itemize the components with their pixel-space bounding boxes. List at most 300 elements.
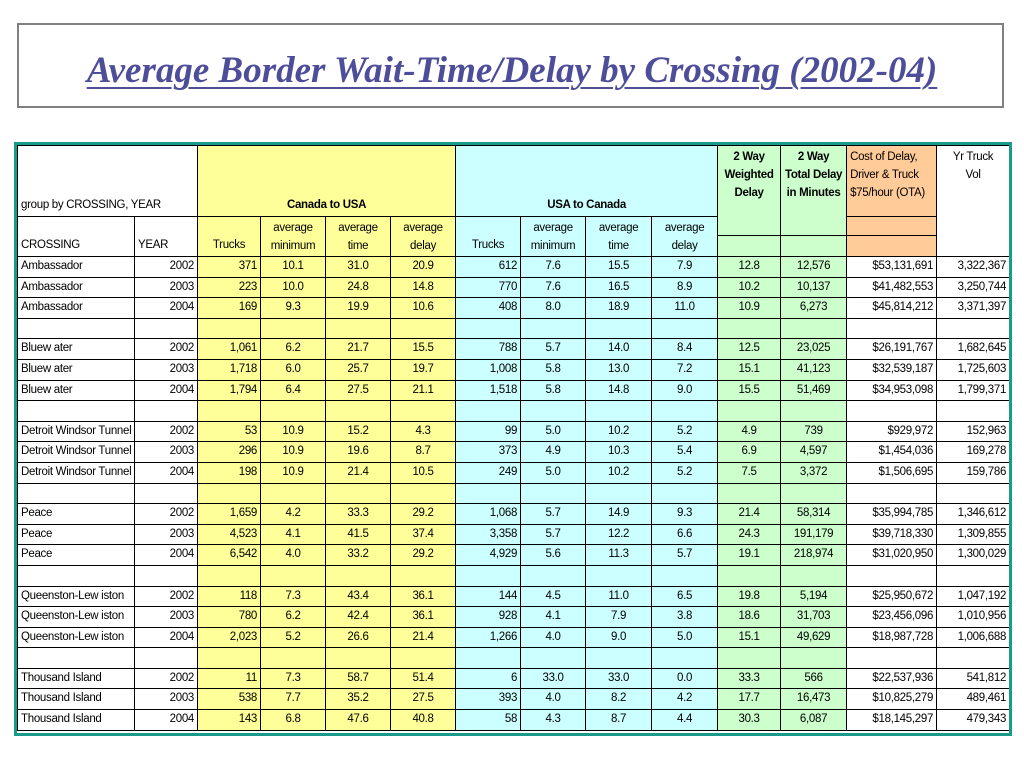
spacer-cell: [18, 401, 135, 422]
two-way-total-cell: 6,273: [781, 298, 847, 319]
canada-trucks-cell: 538: [198, 689, 261, 710]
yr-truck-vol-cell: 1,006,688: [937, 627, 1010, 648]
canada-avg-minimum-cell: 10.9: [261, 462, 326, 483]
two-way-total-header-line: in Minutes: [786, 187, 841, 199]
yr-truck-vol-cell: 1,346,612: [937, 504, 1010, 525]
crossing-cell: Queenston-Lew iston: [18, 586, 135, 607]
spacer-cell: [135, 648, 198, 669]
usa-trucks-cell: 1,266: [456, 627, 521, 648]
cost-of-delay-cell: $25,950,672: [847, 586, 937, 607]
two-way-total-cell: 3,372: [781, 462, 847, 483]
canada-avg-delay-cell: 20.9: [391, 257, 456, 278]
usa-trucks-cell: 144: [456, 586, 521, 607]
usa-trucks-cell: 99: [456, 421, 521, 442]
canada-avg-minimum-cell: 10.9: [261, 442, 326, 463]
two-way-weighted-cell: 12.5: [718, 339, 781, 360]
year-cell: 2002: [135, 421, 198, 442]
two-way-weighted-header-line: 2 Way: [733, 151, 765, 163]
spacer-cell: [198, 648, 261, 669]
canada-avg-delay-cell: 10.5: [391, 462, 456, 483]
border-delay-table: [17, 145, 1010, 731]
usa-avg-time-header: [586, 217, 652, 257]
table-row: [18, 668, 1010, 689]
two-way-weighted-cell: 6.9: [718, 442, 781, 463]
spacer-cell: [652, 565, 718, 586]
usa-avg-time-cell: 15.5: [586, 257, 652, 278]
table-row: [18, 545, 1010, 566]
table-row: [18, 524, 1010, 545]
spacer-cell: [456, 401, 521, 422]
year-cell: 2003: [135, 689, 198, 710]
header-row-sub: [18, 217, 1010, 236]
group-spacer-row: [18, 565, 1010, 586]
crossing-cell: Peace: [18, 545, 135, 566]
spacer-cell: [391, 318, 456, 339]
canada-avg-delay-cell: 21.4: [391, 627, 456, 648]
two-way-weighted-cell: 21.4: [718, 504, 781, 525]
table-row: [18, 504, 1010, 525]
cost-of-delay-cell: $53,131,691: [847, 257, 937, 278]
canada-avg-minimum-cell: 7.7: [261, 689, 326, 710]
usa-avg-time-header-line: time: [608, 240, 629, 252]
usa-avg-minimum-cell: 5.0: [521, 421, 586, 442]
two-way-weighted-cell: 10.9: [718, 298, 781, 319]
two-way-weighted-cell: 15.1: [718, 627, 781, 648]
two-way-total-cell: 16,473: [781, 689, 847, 710]
usa-trucks-cell: 1,068: [456, 504, 521, 525]
cost-of-delay-cell: $18,987,728: [847, 627, 937, 648]
spacer-cell: [261, 318, 326, 339]
spacer-cell: [521, 318, 586, 339]
spacer-cell: [521, 565, 586, 586]
usa-avg-time-cell: 9.0: [586, 627, 652, 648]
usa-avg-delay-cell: 5.0: [652, 627, 718, 648]
canada-avg-minimum-cell: 4.1: [261, 524, 326, 545]
canada-avg-time-cell: 26.6: [326, 627, 391, 648]
cost-header-blank: [847, 217, 937, 236]
spacer-cell: [521, 648, 586, 669]
two-way-total-cell: 218,974: [781, 545, 847, 566]
usa-trucks-cell: 1,518: [456, 380, 521, 401]
two-way-weighted-cell: 19.8: [718, 586, 781, 607]
usa-avg-minimum-cell: 4.1: [521, 607, 586, 628]
canada-avg-time-cell: 27.5: [326, 380, 391, 401]
yr-truck-vol-cell: 1,300,029: [937, 545, 1010, 566]
crossing-cell: Detroit Windsor Tunnel: [18, 462, 135, 483]
canada-avg-delay-cell: 37.4: [391, 524, 456, 545]
cost-of-delay-cell: $32,539,187: [847, 359, 937, 380]
two-way-weighted-cell: 12.8: [718, 257, 781, 278]
cost-of-delay-cell: $45,814,212: [847, 298, 937, 319]
canada-avg-time-cell: 33.2: [326, 545, 391, 566]
spacer-cell: [781, 401, 847, 422]
year-cell: 2003: [135, 442, 198, 463]
spacer-cell: [135, 401, 198, 422]
canada-avg-minimum-cell: 6.8: [261, 710, 326, 731]
usa-avg-minimum-cell: 5.8: [521, 359, 586, 380]
spacer-cell: [391, 565, 456, 586]
spacer-cell: [261, 483, 326, 504]
spacer-cell: [847, 565, 937, 586]
group-spacer-row: [18, 483, 1010, 504]
cost-of-delay-cell: $26,191,767: [847, 339, 937, 360]
table-row: [18, 442, 1010, 463]
spacer-cell: [781, 648, 847, 669]
two-way-weighted-cell: 4.9: [718, 421, 781, 442]
cost-header-blank-2: [847, 236, 937, 257]
two-way-total-cell: 49,629: [781, 627, 847, 648]
two-way-total-cell: 58,314: [781, 504, 847, 525]
usa-avg-minimum-header: [521, 217, 586, 257]
two-way-total-header-line: 2 Way: [797, 151, 830, 163]
crossing-cell: Bluew ater: [18, 339, 135, 360]
yr-truck-vol-header-line: Yr Truck: [952, 151, 994, 163]
two-way-total-cell: 31,703: [781, 607, 847, 628]
two-way-total-cell: 739: [781, 421, 847, 442]
two-way-weighted-header-line: Delay: [734, 187, 764, 199]
usa-avg-delay-cell: 8.4: [652, 339, 718, 360]
canada-avg-minimum-cell: 10.9: [261, 421, 326, 442]
two-way-weighted-cell: 10.2: [718, 277, 781, 298]
usa-avg-time-header-line: average: [598, 222, 639, 234]
spacer-cell: [847, 401, 937, 422]
group-spacer-row: [18, 318, 1010, 339]
crossing-cell: Thousand Island: [18, 710, 135, 731]
spacer-cell: [326, 565, 391, 586]
cost-of-delay-cell: $31,020,950: [847, 545, 937, 566]
spacer-cell: [652, 318, 718, 339]
year-cell: 2002: [135, 257, 198, 278]
yr-truck-vol-cell: 169,278: [937, 442, 1010, 463]
spacer-cell: [781, 565, 847, 586]
crossing-cell: Ambassador: [18, 277, 135, 298]
crossing-header: CROSSING: [18, 217, 135, 257]
year-cell: 2004: [135, 627, 198, 648]
cost-of-delay-cell: $1,454,036: [847, 442, 937, 463]
canada-avg-delay-cell: 4.3: [391, 421, 456, 442]
usa-avg-time-cell: 14.9: [586, 504, 652, 525]
year-cell: 2002: [135, 504, 198, 525]
usa-avg-time-cell: 14.0: [586, 339, 652, 360]
table-row: [18, 359, 1010, 380]
yr-truck-vol-header-line: Vol: [965, 169, 981, 181]
yr-truck-vol-cell: 489,461: [937, 689, 1010, 710]
canada-avg-minimum-header: [261, 217, 326, 257]
canada-avg-time-cell: 19.6: [326, 442, 391, 463]
canada-avg-time-header-line: time: [347, 240, 369, 252]
canada-avg-delay-cell: 8.7: [391, 442, 456, 463]
spacer-cell: [18, 483, 135, 504]
spacer-cell: [135, 565, 198, 586]
cost-of-delay-cell: $41,482,553: [847, 277, 937, 298]
usa-avg-minimum-cell: 4.5: [521, 586, 586, 607]
canada-trucks-cell: 2,023: [198, 627, 261, 648]
spacer-cell: [521, 401, 586, 422]
canada-avg-minimum-cell: 6.2: [261, 339, 326, 360]
spacer-cell: [456, 318, 521, 339]
usa-avg-delay-cell: 4.2: [652, 689, 718, 710]
usa-avg-delay-cell: 5.2: [652, 462, 718, 483]
usa-to-canada-header: USA to Canada: [456, 146, 718, 217]
usa-avg-minimum-cell: 5.7: [521, 524, 586, 545]
yr-truck-vol-header: [937, 146, 1010, 257]
usa-avg-minimum-cell: 33.0: [521, 668, 586, 689]
canada-avg-minimum-cell: 4.0: [261, 545, 326, 566]
year-cell: 2003: [135, 359, 198, 380]
yr-truck-vol-cell: 3,250,744: [937, 277, 1010, 298]
canada-trucks-cell: 53: [198, 421, 261, 442]
usa-avg-time-cell: 14.8: [586, 380, 652, 401]
group-spacer-row: [18, 648, 1010, 669]
spacer-cell: [718, 565, 781, 586]
two-way-weighted-cell: 24.3: [718, 524, 781, 545]
canada-avg-delay-cell: 14.8: [391, 277, 456, 298]
two-way-weighted-cell: 19.1: [718, 545, 781, 566]
usa-avg-minimum-cell: 8.0: [521, 298, 586, 319]
canada-avg-time-header: [326, 217, 391, 257]
canada-avg-minimum-cell: 4.2: [261, 504, 326, 525]
table-row: [18, 380, 1010, 401]
canada-trucks-cell: 1,794: [198, 380, 261, 401]
usa-trucks-cell: 1,008: [456, 359, 521, 380]
usa-avg-delay-cell: 9.3: [652, 504, 718, 525]
usa-avg-time-cell: 33.0: [586, 668, 652, 689]
year-cell: 2003: [135, 607, 198, 628]
spacer-cell: [847, 648, 937, 669]
usa-avg-delay-cell: 7.2: [652, 359, 718, 380]
table-row: [18, 607, 1010, 628]
spacer-cell: [652, 483, 718, 504]
cost-of-delay-header-line: Driver & Truck: [850, 169, 919, 181]
canada-avg-time-header-line: average: [338, 222, 378, 234]
usa-avg-delay-cell: 6.6: [652, 524, 718, 545]
usa-avg-delay-cell: 5.4: [652, 442, 718, 463]
canada-avg-minimum-cell: 9.3: [261, 298, 326, 319]
canada-avg-minimum-cell: 5.2: [261, 627, 326, 648]
spacer-cell: [261, 401, 326, 422]
crossing-cell: Thousand Island: [18, 668, 135, 689]
usa-avg-minimum-cell: 4.9: [521, 442, 586, 463]
crossing-cell: Thousand Island: [18, 689, 135, 710]
table-row: [18, 627, 1010, 648]
two-way-weighted-cell: 7.5: [718, 462, 781, 483]
usa-trucks-cell: 4,929: [456, 545, 521, 566]
year-cell: 2002: [135, 668, 198, 689]
usa-avg-time-cell: 18.9: [586, 298, 652, 319]
spacer-cell: [718, 483, 781, 504]
canada-avg-delay-cell: 36.1: [391, 607, 456, 628]
spacer-cell: [326, 401, 391, 422]
cost-of-delay-cell: $39,718,330: [847, 524, 937, 545]
spacer-cell: [718, 401, 781, 422]
canada-avg-delay-cell: 29.2: [391, 504, 456, 525]
canada-trucks-cell: 371: [198, 257, 261, 278]
two-way-weighted-cell: 30.3: [718, 710, 781, 731]
spacer-cell: [652, 648, 718, 669]
canada-avg-delay-cell: 27.5: [391, 689, 456, 710]
spacer-cell: [135, 483, 198, 504]
two-way-total-cell: 51,469: [781, 380, 847, 401]
spacer-cell: [456, 648, 521, 669]
canada-avg-minimum-cell: 6.0: [261, 359, 326, 380]
spacer-cell: [18, 648, 135, 669]
spacer-cell: [937, 318, 1010, 339]
canada-avg-delay-cell: 36.1: [391, 586, 456, 607]
usa-avg-minimum-cell: 4.0: [521, 627, 586, 648]
usa-trucks-cell: 373: [456, 442, 521, 463]
table-row: [18, 339, 1010, 360]
usa-avg-delay-cell: 5.2: [652, 421, 718, 442]
canada-avg-minimum-cell: 10.1: [261, 257, 326, 278]
usa-avg-minimum-cell: 7.6: [521, 257, 586, 278]
canada-trucks-cell: 118: [198, 586, 261, 607]
canada-avg-time-cell: 41.5: [326, 524, 391, 545]
spacer-cell: [781, 483, 847, 504]
canada-avg-time-cell: 31.0: [326, 257, 391, 278]
usa-trucks-cell: 928: [456, 607, 521, 628]
canada-trucks-cell: 198: [198, 462, 261, 483]
year-cell: 2002: [135, 339, 198, 360]
yr-truck-vol-cell: 1,010,956: [937, 607, 1010, 628]
cost-of-delay-header-line: Cost of Delay,: [850, 151, 918, 163]
usa-trucks-header: Trucks: [456, 217, 521, 257]
canada-avg-minimum-cell: 7.3: [261, 586, 326, 607]
spacer-cell: [586, 318, 652, 339]
usa-avg-minimum-cell: 4.3: [521, 710, 586, 731]
usa-avg-delay-cell: 7.9: [652, 257, 718, 278]
usa-avg-minimum-cell: 5.7: [521, 504, 586, 525]
usa-avg-time-cell: 11.3: [586, 545, 652, 566]
yr-truck-vol-cell: 479,343: [937, 710, 1010, 731]
two-way-total-cell: 5,194: [781, 586, 847, 607]
spacer-cell: [586, 565, 652, 586]
year-cell: 2004: [135, 545, 198, 566]
spacer-cell: [326, 318, 391, 339]
canada-avg-time-cell: 58.7: [326, 668, 391, 689]
usa-avg-time-cell: 16.5: [586, 277, 652, 298]
year-cell: 2003: [135, 524, 198, 545]
usa-avg-delay-cell: 4.4: [652, 710, 718, 731]
usa-avg-minimum-header-line: average: [533, 222, 573, 234]
spacer-cell: [847, 318, 937, 339]
usa-avg-minimum-cell: 7.6: [521, 277, 586, 298]
year-cell: 2004: [135, 298, 198, 319]
usa-avg-minimum-cell: 5.7: [521, 339, 586, 360]
table-row: [18, 462, 1010, 483]
group-by-label: group by CROSSING, YEAR: [18, 146, 198, 217]
page-title: Average Border Wait-Time/Delay by Crossing (2002-04): [86, 50, 938, 91]
year-cell: 2004: [135, 710, 198, 731]
cost-of-delay-cell: $35,994,785: [847, 504, 937, 525]
usa-avg-delay-cell: 11.0: [652, 298, 718, 319]
usa-trucks-cell: 408: [456, 298, 521, 319]
canada-trucks-cell: 296: [198, 442, 261, 463]
crossing-cell: Peace: [18, 504, 135, 525]
data-table-container: [14, 142, 1012, 736]
canada-trucks-cell: 169: [198, 298, 261, 319]
canada-avg-delay-cell: 15.5: [391, 339, 456, 360]
spacer-cell: [198, 565, 261, 586]
usa-avg-time-cell: 10.2: [586, 421, 652, 442]
canada-avg-minimum-cell: 10.0: [261, 277, 326, 298]
canada-avg-delay-header: [391, 217, 456, 257]
usa-avg-time-cell: 7.9: [586, 607, 652, 628]
canada-trucks-cell: 1,718: [198, 359, 261, 380]
cost-of-delay-cell: $22,537,936: [847, 668, 937, 689]
yr-truck-vol-cell: 1,309,855: [937, 524, 1010, 545]
usa-avg-minimum-cell: 4.0: [521, 689, 586, 710]
two-way-weighted-cell: 15.1: [718, 359, 781, 380]
yr-truck-vol-cell: 1,047,192: [937, 586, 1010, 607]
canada-avg-delay-header-line: delay: [410, 240, 437, 252]
year-cell: 2004: [135, 380, 198, 401]
cost-of-delay-cell: $23,456,096: [847, 607, 937, 628]
usa-avg-time-cell: 12.2: [586, 524, 652, 545]
spacer-cell: [261, 565, 326, 586]
canada-trucks-cell: 1,659: [198, 504, 261, 525]
canada-avg-delay-header-line: average: [403, 222, 443, 234]
yr-truck-vol-cell: 541,812: [937, 668, 1010, 689]
usa-avg-time-cell: 10.3: [586, 442, 652, 463]
usa-avg-delay-header-line: delay: [671, 240, 698, 252]
usa-avg-delay-cell: 5.7: [652, 545, 718, 566]
usa-avg-delay-cell: 3.8: [652, 607, 718, 628]
canada-trucks-header: Trucks: [198, 217, 261, 257]
usa-avg-delay-cell: 8.9: [652, 277, 718, 298]
spacer-cell: [586, 483, 652, 504]
yr-truck-vol-cell: 159,786: [937, 462, 1010, 483]
two-way-weighted-cell: 33.3: [718, 668, 781, 689]
canada-avg-time-cell: 42.4: [326, 607, 391, 628]
usa-trucks-cell: 393: [456, 689, 521, 710]
crossing-cell: Peace: [18, 524, 135, 545]
spacer-cell: [586, 401, 652, 422]
two-way-total-cell: 6,087: [781, 710, 847, 731]
crossing-cell: Bluew ater: [18, 380, 135, 401]
spacer-cell: [937, 483, 1010, 504]
canada-avg-minimum-cell: 6.2: [261, 607, 326, 628]
spacer-cell: [198, 401, 261, 422]
spacer-cell: [937, 565, 1010, 586]
spacer-cell: [261, 648, 326, 669]
two-way-weighted-header: [718, 146, 781, 236]
usa-avg-time-cell: 8.7: [586, 710, 652, 731]
spacer-cell: [391, 648, 456, 669]
usa-avg-time-cell: 13.0: [586, 359, 652, 380]
yr-truck-vol-cell: 1,725,603: [937, 359, 1010, 380]
canada-avg-delay-cell: 21.1: [391, 380, 456, 401]
canada-avg-delay-cell: 19.7: [391, 359, 456, 380]
cost-of-delay-header-line: $75/hour (OTA): [850, 187, 925, 199]
table-row: [18, 586, 1010, 607]
canada-avg-time-cell: 19.9: [326, 298, 391, 319]
table-row: [18, 277, 1010, 298]
yr-truck-vol-cell: 1,682,645: [937, 339, 1010, 360]
canada-avg-minimum-cell: 6.4: [261, 380, 326, 401]
spacer-cell: [937, 648, 1010, 669]
spacer-cell: [586, 648, 652, 669]
usa-avg-delay-header-line: average: [664, 222, 705, 234]
crossing-cell: Detroit Windsor Tunnel: [18, 421, 135, 442]
spacer-cell: [18, 565, 135, 586]
usa-avg-delay-cell: 0.0: [652, 668, 718, 689]
two-way-weighted-cell: 18.6: [718, 607, 781, 628]
year-header: YEAR: [135, 217, 198, 257]
canada-avg-minimum-header-line: minimum: [270, 240, 316, 252]
cost-of-delay-cell: $18,145,297: [847, 710, 937, 731]
two-way-total-header-line: Total Delay: [784, 169, 843, 181]
table-row: [18, 298, 1010, 319]
